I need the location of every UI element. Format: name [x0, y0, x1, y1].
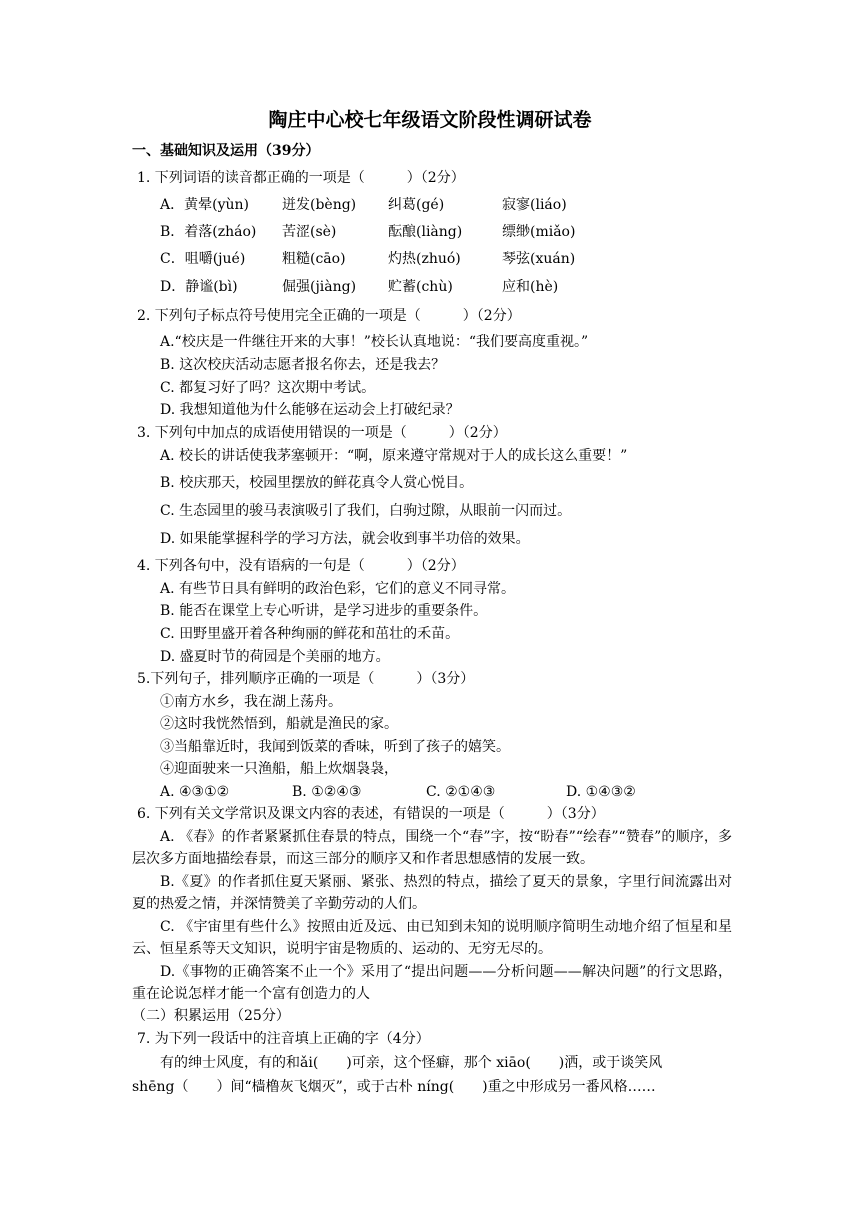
q3-option-b: B. 校庆那天，校园里摆放的鲜花真令人赏心悦目。	[160, 475, 474, 491]
section-heading-2: （二）积累运用（25分）	[132, 1008, 290, 1024]
question-4-stem: 4. 下列各句中，没有语病的一句是（ ）（2分）	[137, 558, 465, 574]
q1-option-d1: D．静谧(bì)	[160, 279, 238, 295]
question-2-stem: 2. 下列句子标点符号使用完全正确的一项是（ ）（2分）	[137, 308, 521, 324]
q1-option-a3: 纠葛(gé)	[388, 197, 445, 213]
q5-sentence-1: ①南方水乡，我在湖上荡舟。	[160, 694, 342, 710]
q1-option-a4: 寂寥(liáo)	[502, 197, 567, 213]
q6-option-d: D.《事物的正确答案不止一个》采用了“提出问题——分析问题——解决问题”的行文思路，重在论说怎样才能一个富有创造力的人	[132, 964, 732, 1002]
q4-option-d: D. 盛夏时节的荷园是个美丽的地方。	[160, 649, 390, 665]
question-5-stem: 5.下列句子，排列顺序正确的一项是（ ）（3分）	[137, 671, 475, 687]
q5-option-d: D. ①④③②	[566, 784, 636, 800]
q2-option-c: C. 都复习好了吗？这次期中考试。	[160, 380, 376, 396]
q3-option-a: A. 校长的讲话使我茅塞顿开：“啊，原来遵守常规对于人的成长这么重要！”	[160, 448, 628, 464]
q1-option-b3: 酝酿(liàng)	[388, 224, 463, 240]
q1-option-a1: A．黄晕(yùn)	[160, 197, 249, 213]
page-title: 陶庄中心校七年级语文阶段性调研试卷	[268, 109, 592, 131]
q2-option-a: A.“校庆是一件继往开来的大事！”校长认真地说：“我们要高度重视。”	[160, 334, 589, 350]
question-7-stem: 7. 为下列一段话中的注音填上正确的字（4分）	[137, 1031, 430, 1047]
q2-option-d: D. 我想知道他为什么能够在运动会上打破纪录？	[160, 402, 460, 418]
q1-option-d2: 倔强(jiàng)	[282, 279, 357, 295]
question-3-stem: 3. 下列句中加点的成语使用错误的一项是（ ）（2分）	[137, 425, 507, 441]
q7-passage-line-2: shēng（ ）间“樯橹灰飞烟灭”，或于古朴 níng( )重之中形成另一番风格……	[132, 1079, 656, 1095]
q5-option-a: A. ④③①②	[160, 784, 230, 800]
q6-option-a: A. 《春》的作者紧紧抓住春景的特点，围绕一个“春”字，按“盼春”“绘春”“赞春”的顺序，多层次多方面地描绘春景，而这三部分的顺序又和作者思想感情的发展一致。	[132, 829, 732, 867]
q1-option-b2: 苦涩(sè)	[282, 224, 337, 240]
q6-option-b: B.《夏》的作者抓住夏天紧丽、紧张、热烈的特点，描绘了夏天的景象，字里行间流露出对夏的热爱之情，并深情赞美了辛勤劳动的人们。	[132, 874, 732, 912]
q2-option-b: B. 这次校庆活动志愿者报名你去，还是我去？	[160, 357, 446, 373]
q1-option-c3: 灼热(zhuó)	[388, 251, 461, 267]
q5-sentence-4: ④迎面驶来一只渔船，船上炊烟袅袅，	[160, 761, 398, 777]
q1-option-d4: 应和(hè)	[502, 279, 559, 295]
q3-option-c: C. 生态园里的骏马表演吸引了我们，白驹过隙，从眼前一闪而过。	[160, 503, 572, 519]
q7-passage-line-1: 有的绅士风度，有的和ǎi( )可亲，这个怪癖，那个 xiāo( )洒，或于谈笑风	[160, 1055, 663, 1071]
q5-sentence-2: ②这时我恍然悟到，船就是渔民的家。	[160, 716, 398, 732]
q1-option-c2: 粗糙(cāo)	[282, 251, 346, 267]
q4-option-b: B. 能否在课堂上专心听讲，是学习进步的重要条件。	[160, 603, 488, 619]
q5-option-b: B. ①②④③	[292, 784, 362, 800]
question-1-stem: 1. 下列词语的读音都正确的一项是（ ）（2分）	[137, 170, 465, 186]
q5-sentence-3: ③当船靠近时，我闻到饭菜的香味，听到了孩子的嬉笑。	[160, 739, 510, 755]
q1-option-d3: 贮蓄(chù)	[388, 279, 453, 295]
q1-option-b1: B．着落(zháo)	[160, 224, 257, 240]
q6-option-c: C. 《宇宙里有些什么》按照由近及远、由已知到未知的说明顺序简明生动地介绍了恒星和星云、恒星系等天文知识，说明宇宙是物质的、运动的、无穷无尽的。	[132, 919, 732, 957]
q1-option-a2: 迸发(bèng)	[282, 197, 357, 213]
q4-option-a: A. 有些节日具有鲜明的政治色彩，它们的意义不同寻常。	[160, 581, 516, 597]
q1-option-c4: 琴弦(xuán)	[502, 251, 576, 267]
q1-option-b4: 缥缈(miǎo)	[502, 224, 576, 240]
q4-option-c: C. 田野里盛开着各种绚丽的鲜花和茁壮的禾苗。	[160, 626, 460, 642]
question-6-stem: 6. 下列有关文学常识及课文内容的表述，有错误的一项是（ ）（3分）	[137, 806, 605, 822]
section-heading-1: 一、基础知识及运用（39分）	[132, 143, 320, 159]
q1-option-c1: C．咀嚼(jué)	[160, 251, 246, 267]
q3-option-d: D. 如果能掌握科学的学习方法，就会收到事半功倍的效果。	[160, 531, 530, 547]
q5-option-c: C. ②①④③	[426, 784, 496, 800]
